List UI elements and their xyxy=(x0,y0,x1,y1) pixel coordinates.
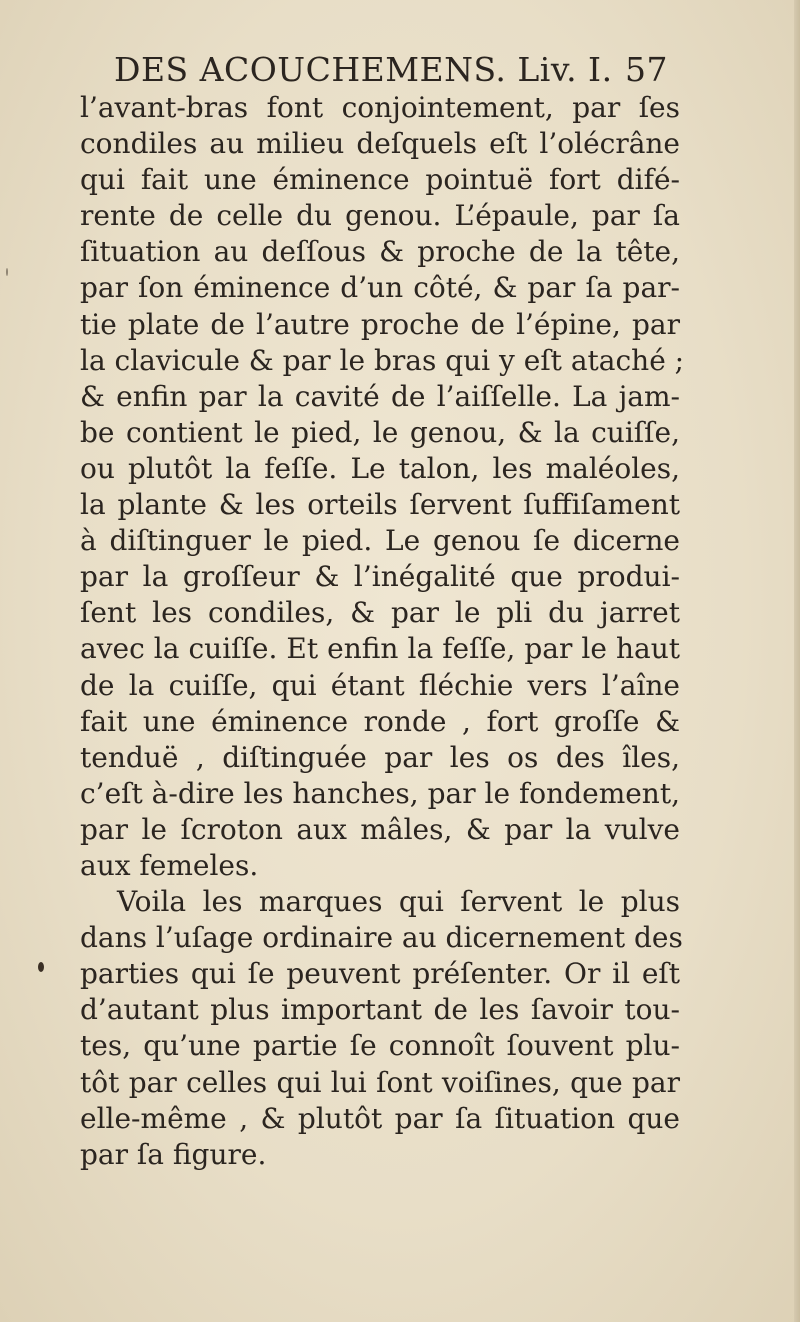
page-number: 57 xyxy=(625,50,668,89)
body-text xyxy=(80,90,685,1173)
text-line: be contient le pied, le genou, & la cuiſſe, xyxy=(80,415,680,449)
paragraph-1 xyxy=(80,90,685,884)
text-line: condiles au milieu deſquels eſt l’olécrâne xyxy=(80,127,680,161)
text-line: aux femeles. xyxy=(80,848,259,882)
text-line: tôt par celles qui lui ſont voiſines, que par xyxy=(80,1065,680,1099)
running-title: DES ACOUCHEMENS. Liv. I. xyxy=(114,50,613,89)
text-line: par ſon éminence d’un côté, & par ſa par- xyxy=(80,271,680,305)
text-line: l’avant-bras font conjointement, par ſes xyxy=(80,91,680,124)
text-line: Voila les marques qui ſervent le plus xyxy=(117,885,680,919)
page-header xyxy=(80,50,680,90)
text-line: rente de celle du genou. L’épaule, par ſa xyxy=(80,199,680,233)
text-line: ou plutôt la feſſe. Le talon, les maléoles, xyxy=(80,451,680,485)
text-line: de la cuiſſe, qui étant fléchie vers l’aîne xyxy=(80,668,680,702)
text-line: d’autant plus important de les ſavoir tou- xyxy=(80,993,680,1027)
text-line: par la groſſeur & l’inégalité que produi- xyxy=(80,560,680,594)
text-line: par le ſcroton aux mâles, & par la vulve xyxy=(80,812,680,846)
text-line: ſituation au deſſous & proche de la tête, xyxy=(80,235,680,269)
text-line: tie plate de l’autre proche de l’épine, par xyxy=(80,307,680,341)
text-line: elle-même , & plutôt par ſa ſituation que xyxy=(80,1101,680,1135)
text-line: tenduë , diſtinguée par les os des îles, xyxy=(80,740,680,774)
text-line: la clavicule & par le bras qui y eſt ataché ; xyxy=(80,343,685,377)
text-line: parties qui ſe peuvent préſenter. Or il eſt xyxy=(80,957,680,991)
text-line: & enfin par la cavité de l’aiſſelle. La jam- xyxy=(80,379,680,413)
text-line: ſent les condiles, & par le pli du jarret xyxy=(80,596,680,630)
text-line: avec la cuiſſe. Et enfin la feſſe, par le haut xyxy=(80,632,680,666)
text-line: dans l’uſage ordinaire au dicernement des xyxy=(80,921,683,955)
text-line: la plante & les orteils ſervent ſuffiſament xyxy=(80,488,680,522)
text-line: fait une éminence ronde , fort groſſe & xyxy=(80,704,680,738)
text-line: c’eſt à-dire les hanches, par le fondement, xyxy=(80,776,680,810)
text-line: qui fait une éminence pointuë fort difé- xyxy=(80,163,680,197)
ink-speck xyxy=(6,268,8,276)
paragraph-2 xyxy=(80,884,683,1173)
text-line: par ſa figure. xyxy=(80,1137,267,1171)
text-line: tes, qu’une partie ſe connoît ſouvent plu- xyxy=(80,1029,680,1063)
ink-speck xyxy=(38,962,44,972)
text-line: à diſtinguer le pied. Le genou ſe dicerne xyxy=(80,524,680,558)
page-edge xyxy=(794,0,800,1322)
